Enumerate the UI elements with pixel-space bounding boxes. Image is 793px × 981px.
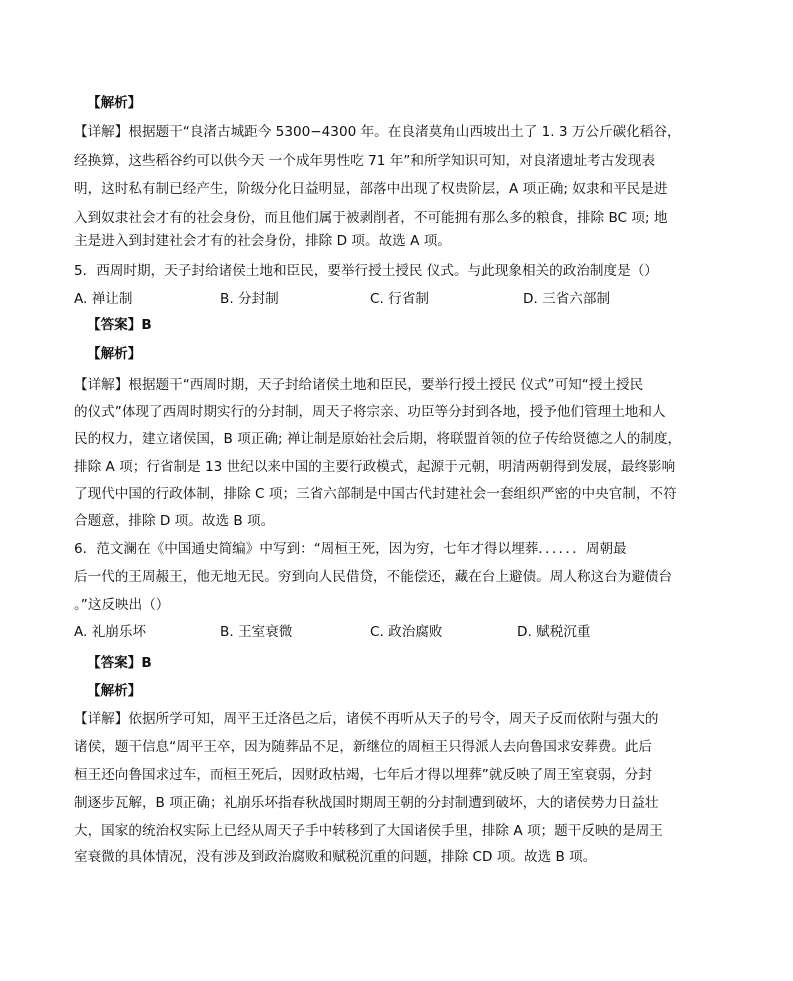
q4-detail-line-5: 主是进入到封建社会才有的社会身份，排除 D 项。故选 A 项。: [74, 233, 451, 249]
q6-detail-line-1: 【详解】依据所学可知，周平王迁洛邑之后，诸侯不再听从天子的号令，周天子反而依附与强大的: [74, 711, 659, 727]
q6-detail-line-4: 制逐步瓦解，B 项正确；礼崩乐坏指春秋战国时期周王朝的分封制遭到破坏，大的诸侯势力日益壮: [74, 795, 659, 811]
q4-analysis-label: 【解析】: [87, 95, 142, 111]
q5-detail-line-3: 民的权力，建立诸侯国，B 项正确; 禅让制是原始社会后期，将联盟首领的位子传给贤德之人的制度，: [74, 431, 682, 447]
q6-detail-line-5: 大，国家的统治权实际上已经从周天子手中转移到了大国诸侯手里，排除 A 项；题干反映的是周王: [74, 823, 663, 839]
q6-answer: 【答案】B: [87, 655, 152, 671]
q5-detail-line-6: 合题意，排除 D 项。故选 B 项。: [74, 513, 275, 529]
q6-question-line-1: 6．范文澜在《中国通史简编》中写到：“周桓王死，因为穷，七年才得以埋葬．．．．．．周朝最: [74, 541, 627, 557]
q5-option-c: C. 行省制: [370, 291, 429, 307]
q4-detail-line-1: 【详解】根据题干“良渚古城距今 5300−4300 年。在良渚莫角山西坡出土了 1. 3 万公斤碳化稻谷，: [74, 124, 681, 140]
q4-detail-line-4: 入到奴隶社会才有的社会身份，而且他们属于被剥削者，不可能拥有那么多的粮食，排除 BC 项; 地: [74, 210, 668, 226]
q5-detail-line-5: 了现代中国的行政体制，排除 C 项；三省六部制是中国古代封建社会一套组织严密的中央官制，不符: [74, 486, 677, 502]
q6-option-a: A. 礼崩乐坏: [74, 624, 147, 640]
q6-detail-line-2: 诸侯，题干信息“周平王卒，因为随葬品不足，新继位的周桓王只得派人去向鲁国求安葬费。此后: [74, 739, 652, 755]
q6-option-b: B. 王室衰微: [220, 624, 293, 640]
q6-analysis-label: 【解析】: [87, 683, 142, 699]
q6-detail-line-3: 桓王还向鲁国求过车，而桓王死后，因财政枯竭，七年后才得以埋葬”就反映了周王室衰弱，分封: [74, 767, 652, 783]
q6-detail-line-6: 室衰微的具体情况，没有涉及到政治腐败和赋税沉重的问题，排除 CD 项。故选 B 项。: [74, 849, 597, 865]
q5-answer: 【答案】B: [87, 317, 152, 333]
q6-option-d: D. 赋税沉重: [517, 624, 591, 640]
q5-detail-line-4: 排除 A 项；行省制是 13 世纪以来中国的主要行政模式，起源于元朝，明清两朝得到发展，最终影响: [74, 459, 676, 475]
q5-option-b: B. 分封制: [220, 291, 279, 307]
q6-question-line-3: 。”这反映出（）: [74, 597, 170, 613]
q5-analysis-label: 【解析】: [87, 346, 142, 362]
q5-detail-line-2: 的仪式”体现了西周时期实行的分封制，周天子将宗亲、功臣等分封到各地，授予他们管理土地和人: [74, 404, 666, 420]
q4-detail-line-3: 明，这时私有制已经产生，阶级分化日益明显，部落中出现了权贵阶层，A 项正确; 奴隶和平民是进: [74, 181, 668, 197]
q4-detail-line-2: 经换算，这些稻谷约可以供今天 一个成年男性吃 71 年”和所学知识可知，对良渚遗址考古发现表: [74, 153, 656, 169]
q6-question-line-2: 后一代的王周赧王，他无地无民。穷到向人民借贷，不能偿还，藏在台上避债。周人称这台为避债台: [74, 569, 673, 585]
q6-option-c: C. 政治腐败: [370, 624, 443, 640]
q5-option-d: D. 三省六部制: [523, 291, 611, 307]
q5-option-a: A. 禅让制: [74, 291, 133, 307]
q5-detail-line-1: 【详解】根据题干“西周时期，天子封给诸侯土地和臣民，要举行授土授民 仪式”可知“授土授民: [74, 377, 644, 393]
q5-question: 5．西周时期，天子封给诸侯土地和臣民，要举行授土授民 仪式。与此现象相关的政治制度是（）: [74, 263, 658, 279]
